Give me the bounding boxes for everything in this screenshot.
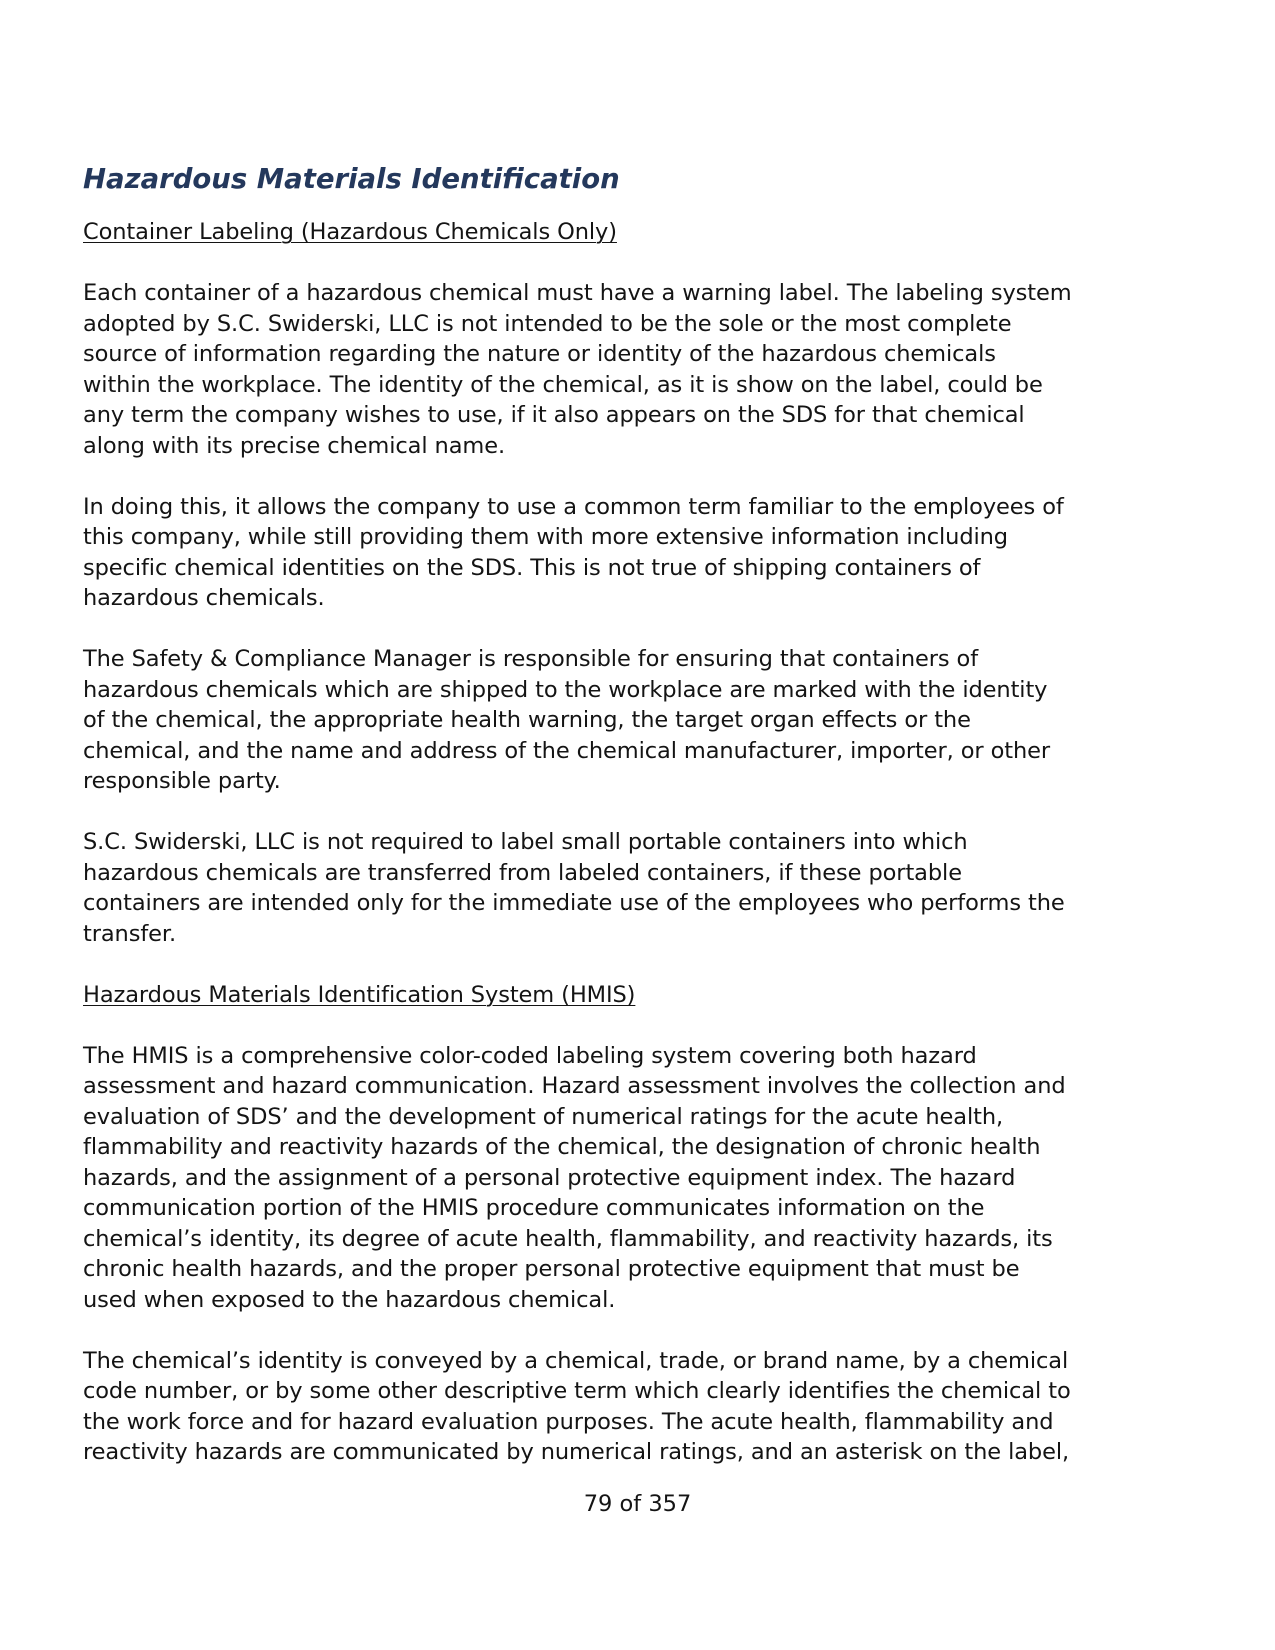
paragraph-line: this company, while still providing them with more extensive information including bbox=[83, 524, 1008, 550]
paragraph-line: source of information regarding the nature or identity of the hazardous chemicals bbox=[83, 341, 996, 367]
paragraph-line: any term the company wishes to use, if it also appears on the SDS for that chemical bbox=[83, 402, 1025, 428]
paragraph-line: evaluation of SDS’ and the development of numerical ratings for the acute health, bbox=[83, 1103, 1004, 1130]
paragraph-line: hazardous chemicals are transferred from labeled containers, if these portable bbox=[83, 859, 962, 886]
paragraph-line: In doing this, it allows the company to use a common term familiar to the employees of bbox=[83, 493, 1064, 520]
paragraph-line: along with its precise chemical name. bbox=[83, 432, 506, 459]
section-heading-container-labeling: Container Labeling (Hazardous Chemicals Only) bbox=[83, 219, 617, 245]
paragraph-line: hazardous chemicals. bbox=[83, 585, 325, 611]
paragraph-line: chemical, and the name and address of the chemical manufacturer, importer, or other bbox=[83, 737, 1051, 764]
paragraph bbox=[83, 1041, 1193, 1316]
paragraph-line: Each container of a hazardous chemical must have a warning label. The labeling system bbox=[83, 280, 1072, 306]
paragraph-line: of the chemical, the appropriate health warning, the target organ effects or the bbox=[83, 707, 971, 733]
paragraph-line: communication portion of the HMIS procedure communicates information on the bbox=[83, 1195, 985, 1221]
paragraph-line: hazards, and the assignment of a personal protective equipment index. The hazard bbox=[83, 1164, 1016, 1191]
paragraph bbox=[83, 492, 1193, 614]
paragraph bbox=[83, 644, 1193, 797]
paragraph bbox=[83, 1346, 1193, 1468]
paragraph-line: code number, or by some other descriptive term which clearly identifies the chemical to bbox=[83, 1378, 1071, 1404]
paragraph-line: the work force and for hazard evaluation purposes. The acute health, flammability and bbox=[83, 1408, 1054, 1435]
paragraph-line: The HMIS is a comprehensive color-coded labeling system covering both hazard bbox=[83, 1042, 977, 1069]
paragraph-line: within the workplace. The identity of the chemical, as it is show on the label, could be bbox=[83, 371, 1043, 398]
paragraph-line: containers are intended only for the immediate use of the employees who performs the bbox=[83, 890, 1065, 916]
paragraph-line: adopted by S.C. Swiderski, LLC is not intended to be the sole or the most complete bbox=[83, 310, 1012, 337]
paragraph-line: hazardous chemicals which are shipped to the workplace are marked with the identity bbox=[83, 676, 1048, 703]
page-number: 79 of 357 bbox=[583, 1491, 692, 1517]
page-title: Hazardous Materials Identification bbox=[83, 163, 620, 195]
paragraph-line: used when exposed to the hazardous chemical. bbox=[83, 1286, 616, 1313]
paragraph-line: transfer. bbox=[83, 920, 177, 947]
paragraph-line: reactivity hazards are communicated by numerical ratings, and an asterisk on the label, bbox=[83, 1439, 1070, 1465]
paragraph-line: flammability and reactivity hazards of the chemical, the designation of chronic health bbox=[83, 1134, 1041, 1160]
section-heading-hmis: Hazardous Materials Identification System (HMIS) bbox=[83, 981, 636, 1008]
paragraph-line: chemical’s identity, its degree of acute health, flammability, and reactivity hazards, its bbox=[83, 1225, 1053, 1252]
paragraph-line: assessment and hazard communication. Hazard assessment involves the collection and bbox=[83, 1073, 1066, 1099]
paragraph-line: The Safety & Compliance Manager is responsible for ensuring that containers of bbox=[83, 646, 979, 672]
paragraph-line: responsible party. bbox=[83, 768, 281, 794]
page-content bbox=[83, 157, 1193, 1468]
paragraph bbox=[83, 827, 1193, 949]
paragraph-line: specific chemical identities on the SDS. This is not true of shipping containers of bbox=[83, 554, 981, 581]
paragraph-line: The chemical’s identity is conveyed by a chemical, trade, or brand name, by a chemical bbox=[83, 1347, 1069, 1374]
paragraph-line: S.C. Swiderski, LLC is not required to label small portable containers into which bbox=[83, 829, 968, 855]
paragraph bbox=[83, 278, 1193, 461]
paragraph-line: chronic health hazards, and the proper personal protective equipment that must be bbox=[83, 1256, 1020, 1282]
